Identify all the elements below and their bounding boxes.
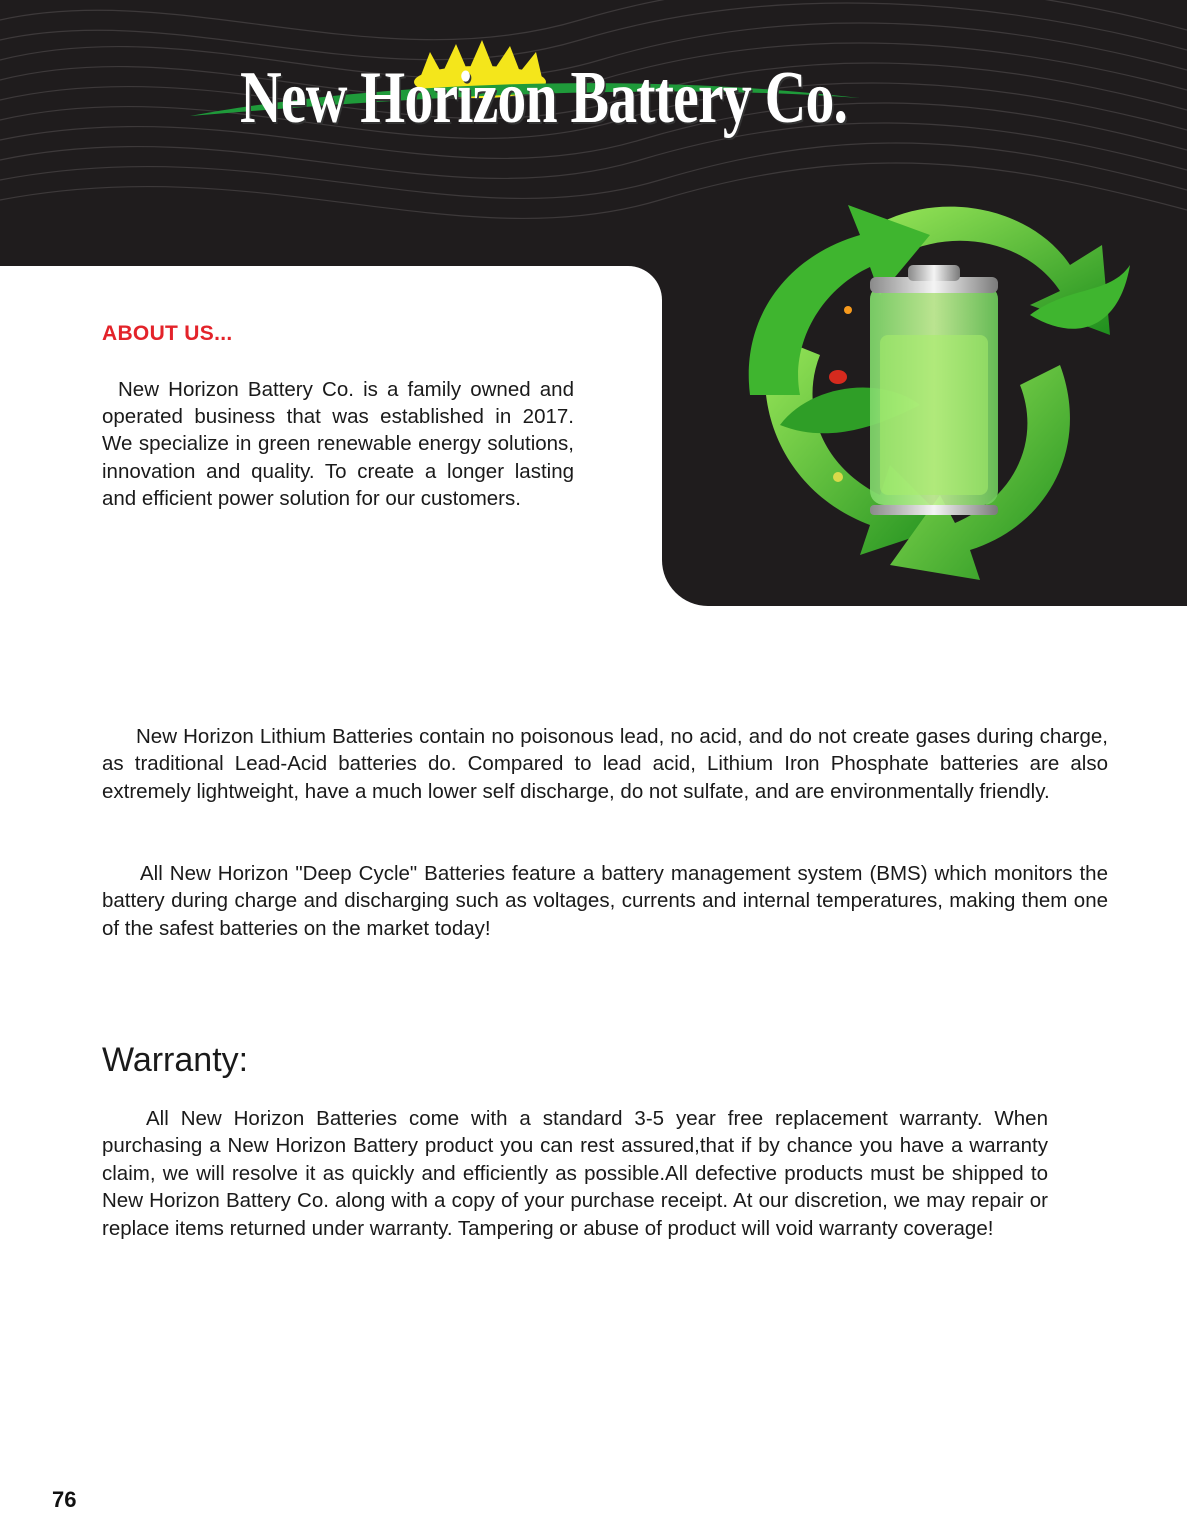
logo-text: New Horizon Battery Co. <box>240 57 848 139</box>
warranty-title: Warranty: <box>102 1041 249 1079</box>
lithium-paragraph: New Horizon Lithium Batteries contain no poisonous lead, no acid, and do not create gases during charge, as traditional Lead-Acid batteries do. Compared to lead acid, Lithium Iron Phosphate batteries are also extremely lightweight, have a much lower self discharge, do not sulfate, and are environmentally friendly. <box>102 725 1108 803</box>
about-paragraph: New Horizon Battery Co. is a family owned and operated business that was established in 2017. We specialize in green renewable energy solutions, innovation and quality. To create a longer lasting and efficient power solution for our customers. <box>102 378 574 510</box>
about-panel-curve <box>662 560 708 606</box>
bms-paragraph: All New Horizon "Deep Cycle" Batteries feature a battery management system (BMS) which monitors the battery during charge and discharging such as voltages, currents and internal temperatures, making them one of the safest batteries on the market today! <box>102 862 1108 940</box>
warranty-paragraph: All New Horizon Batteries come with a standard 3-5 year free replacement warranty. When purchasing a New Horizon Battery product you can rest assured,that if by chance you have a warranty claim, we will resolve it as quickly and efficiently as possible.All defective products must be shipped to New Horizon Battery Co. along with a copy of your purchase receipt. At our discretion, we may repair or replace items returned under warranty. Tampering or abuse of product will void warranty coverage! <box>102 1107 1048 1240</box>
about-heading: ABOUT US... <box>102 322 233 345</box>
page-number: 76 <box>52 1487 77 1512</box>
recycle-battery-icon <box>730 195 1140 580</box>
